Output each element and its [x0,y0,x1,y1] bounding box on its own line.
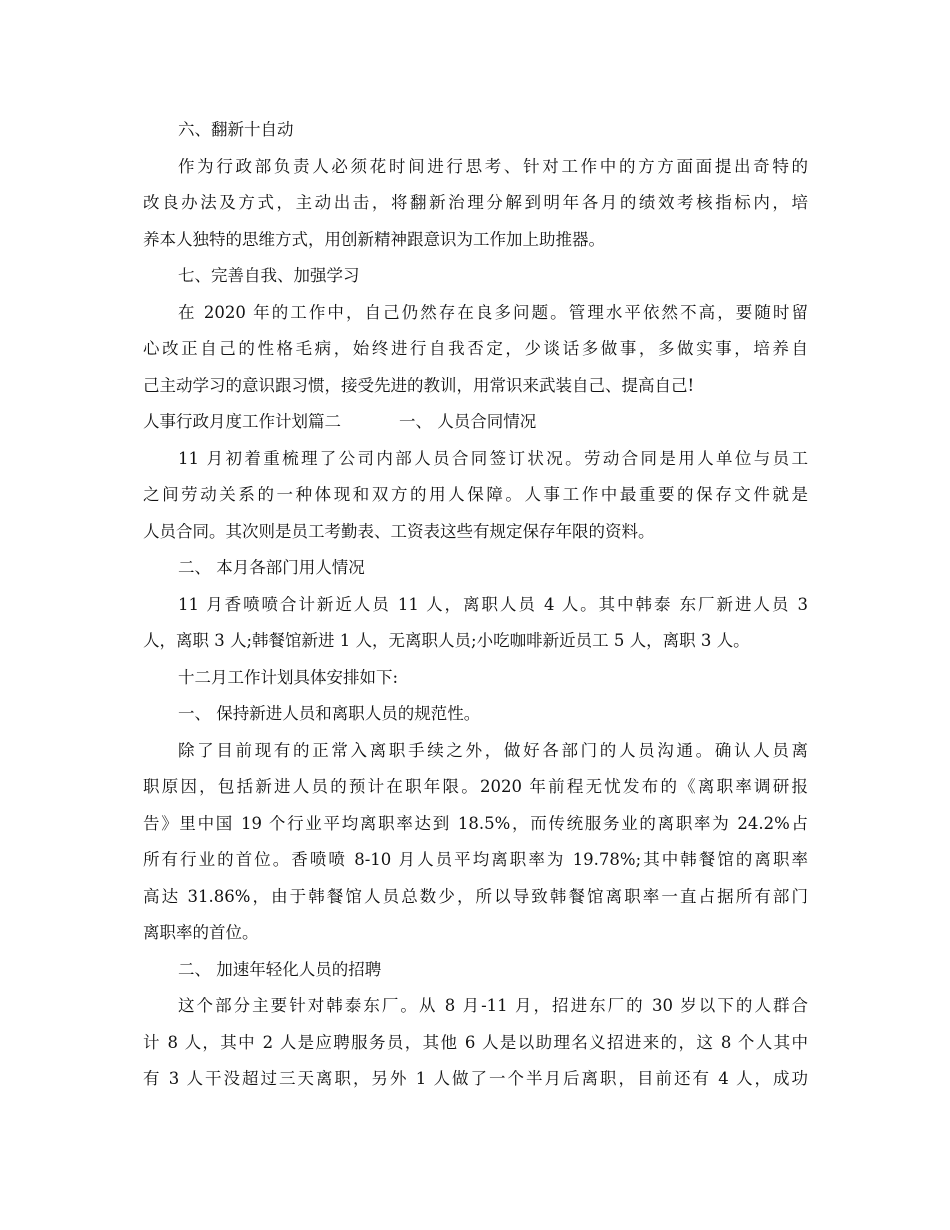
december-plan-heading: 十二月工作计划具体安排如下: [178,667,399,687]
section-6-para-line-3: 养本人独特的思维方式，用创新精神跟意识为工作加上助推器。 [143,229,605,249]
contract-para-line-3: 人员合同。其次则是员工考勤表、工资表这些有规定保存年限的资料。 [143,521,655,541]
plan-1-para-line-4: 所有行业的首位。香喷喷 8-10 月人员平均离职率为 19.78%;其中韩餐馆的离职率 [143,850,808,869]
plan-2-para-line-3: 有 3 人干没超过三天离职，另外 1 人做了一个半月后离职，目前还有 4 人，成功 [143,1069,808,1088]
plan-2-heading: 二、 加速年轻化人员的招聘 [178,959,382,979]
section-6-para-line-2: 改良办法及方式，主动出击，将翻新治理分解到明年各月的绩效考核指标内，培 [143,193,808,212]
plan-1-para-line-6: 离职率的首位。 [143,923,259,942]
section-7-para-line-1: 在 2020 年的工作中，自己仍然存在良多问题。管理水平依然不高，要随时留 [178,302,808,322]
section-6-para-line-1: 作为行政部负责人必须花时间进行思考、针对工作中的方方面面提出奇特的 [178,156,808,176]
section-7-para-line-3: 己主动学习的意识跟习惯，接受先进的教训，用常识来武装自己、提高自己! [143,375,695,395]
plan-1-para-line-5: 高达 31.86%，由于韩餐馆人员总数少，所以导致韩餐馆离职率一直占据所有部门 [143,886,808,906]
section-7-heading: 七、完善自我、加强学习 [178,266,360,285]
contract-para-line-1: 11 月初着重梳理了公司内部人员合同签订状况。劳动合同是用人单位与员工 [178,448,808,468]
plan-1-para-line-1: 除了目前现有的正常入离职手续之外，做好各部门的人员沟通。确认人员离 [178,740,808,760]
document-body [143,112,808,1098]
contract-para-line-2: 之间劳动关系的一种体现和双方的用人保障。人事工作中最重要的保存文件就是 [143,485,808,504]
section-6-heading: 六、翻新十自动 [178,120,294,139]
plan-1-heading: 一、 保持新进人员和离职人员的规范性。 [178,704,481,723]
plan-1-para-line-3: 告》里中国 19 个行业平均离职率达到 18.5%，而传统服务业的离职率为 24.2%占 [143,813,808,833]
staffing-para-line-1: 11 月香喷喷合计新近人员 11 人，离职人员 4 人。其中韩泰 东厂新进人员 3 [178,594,808,614]
article-2-title-line [143,404,808,441]
article-2-first-heading: 一、 人员合同情况 [399,412,537,431]
plan-2-para-line-2: 计 8 人，其中 2 人是应聘服务员，其他 6 人是以助理名义招进来的，这 8 个人其中 [143,1032,808,1052]
plan-2-para-line-1: 这个部分主要针对韩泰东厂。从 8 月-11 月，招进东厂的 30 岁以下的人群合 [178,996,808,1015]
plan-1-para-line-2: 职原因，包括新进人员的预计在职年限。2020 年前程无忧发布的《离职率调研报 [143,777,808,796]
article-2-title: 人事行政月度工作计划篇二 [143,412,341,431]
staffing-para-line-2: 人，离职 3 人;韩餐馆新进 1 人，无离职人员;小吃咖啡新近员工 5 人，离职 3 人。 [143,631,750,650]
staffing-heading: 二、 本月各部门用人情况 [178,558,365,577]
section-7-para-line-2: 心改正自己的性格毛病，始终进行自我否定，少谈话多做事，多做实事，培养自 [143,339,808,358]
